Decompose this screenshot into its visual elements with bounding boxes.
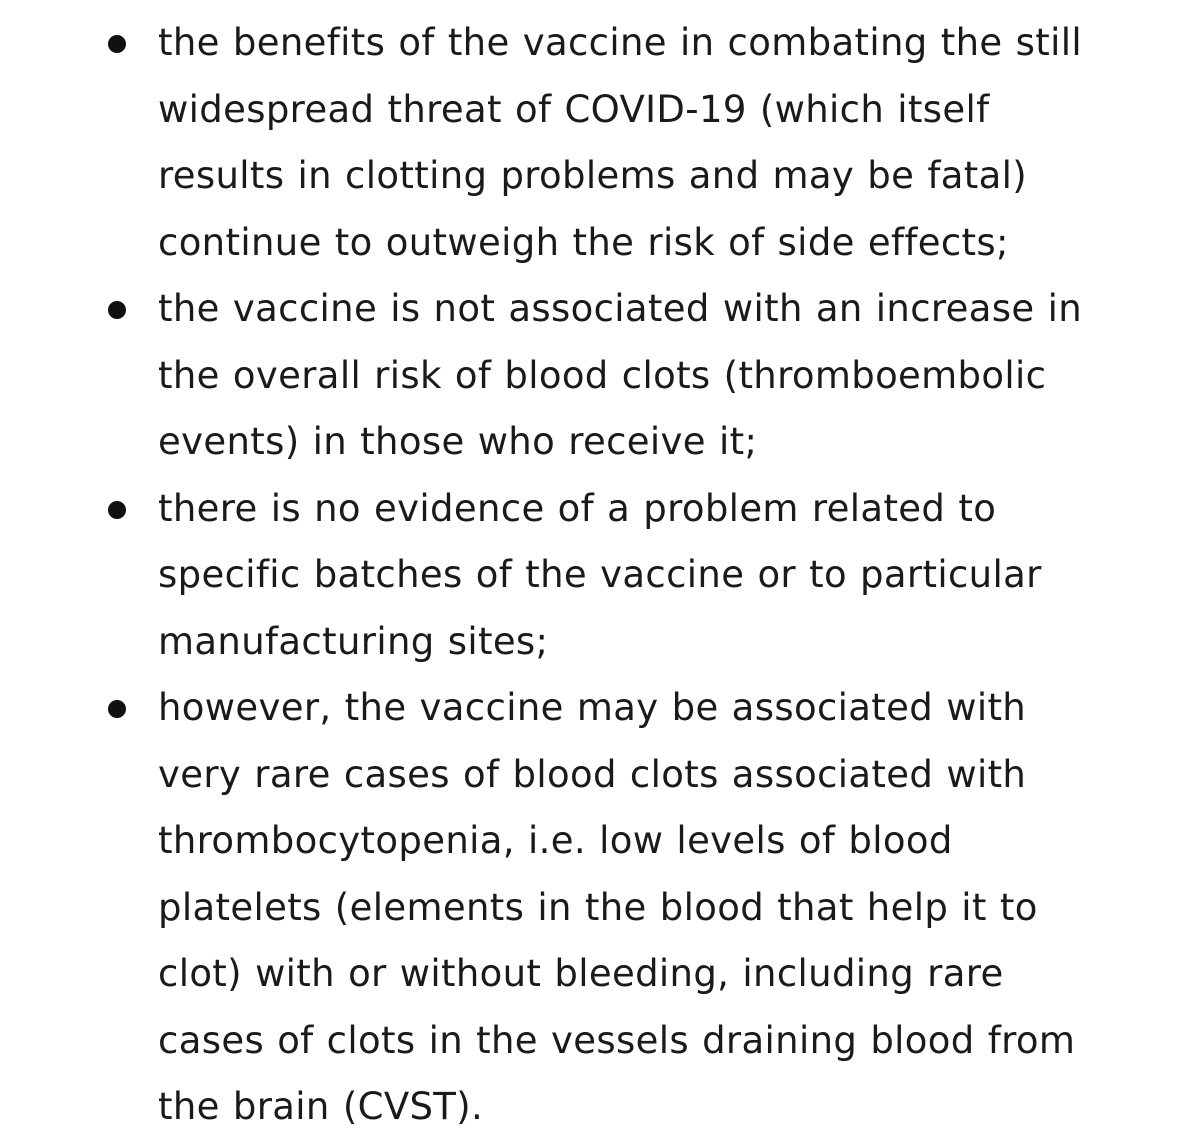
bullet-text-line: thrombocytopenia, i.e. low levels of blood xyxy=(158,819,953,862)
bullet-text-line: the vaccine is not associated with an increase in xyxy=(158,287,1083,330)
bullet-point-icon xyxy=(108,301,126,319)
bullet-item-overall-risk xyxy=(0,276,1200,476)
bullet-text-line: the benefits of the vaccine in combating the still xyxy=(158,21,1082,64)
bullet-text-line: the brain (CVST). xyxy=(158,1085,484,1128)
bullet-text-line: cases of clots in the vessels draining blood from xyxy=(158,1018,1076,1062)
bullet-text-line: manufacturing sites; xyxy=(158,619,549,663)
bullet-item-benefits xyxy=(0,10,1200,276)
bullet-text-line: there is no evidence of a problem related to xyxy=(158,486,997,530)
bullet-text-line: platelets (elements in the blood that help it to xyxy=(158,885,1038,929)
bullet-text-line: however, the vaccine may be associated with xyxy=(158,686,1027,729)
bullet-list xyxy=(0,10,1200,1141)
bullet-item-batches xyxy=(0,476,1200,676)
bullet-point-icon xyxy=(108,700,126,718)
bullet-point-icon xyxy=(108,501,126,519)
bullet-item-rare-cases xyxy=(0,675,1200,1141)
bullet-text-line: the overall risk of blood clots (thromboembolic xyxy=(158,353,1047,397)
bullet-text-line: very rare cases of blood clots associated with xyxy=(158,752,1027,796)
bullet-text-line: clot) with or without bleeding, including rare xyxy=(158,952,1004,995)
bullet-text-line: results in clotting problems and may be fatal) xyxy=(158,154,1028,197)
bullet-text-line: continue to outweigh the risk of side effects; xyxy=(158,220,1009,264)
bullet-text-line: events) in those who receive it; xyxy=(158,420,758,463)
bullet-text-line: specific batches of the vaccine or to particular xyxy=(158,553,1042,596)
bullet-point-icon xyxy=(108,35,126,53)
bullet-text-line: widespread threat of COVID-19 (which itself xyxy=(158,87,990,131)
